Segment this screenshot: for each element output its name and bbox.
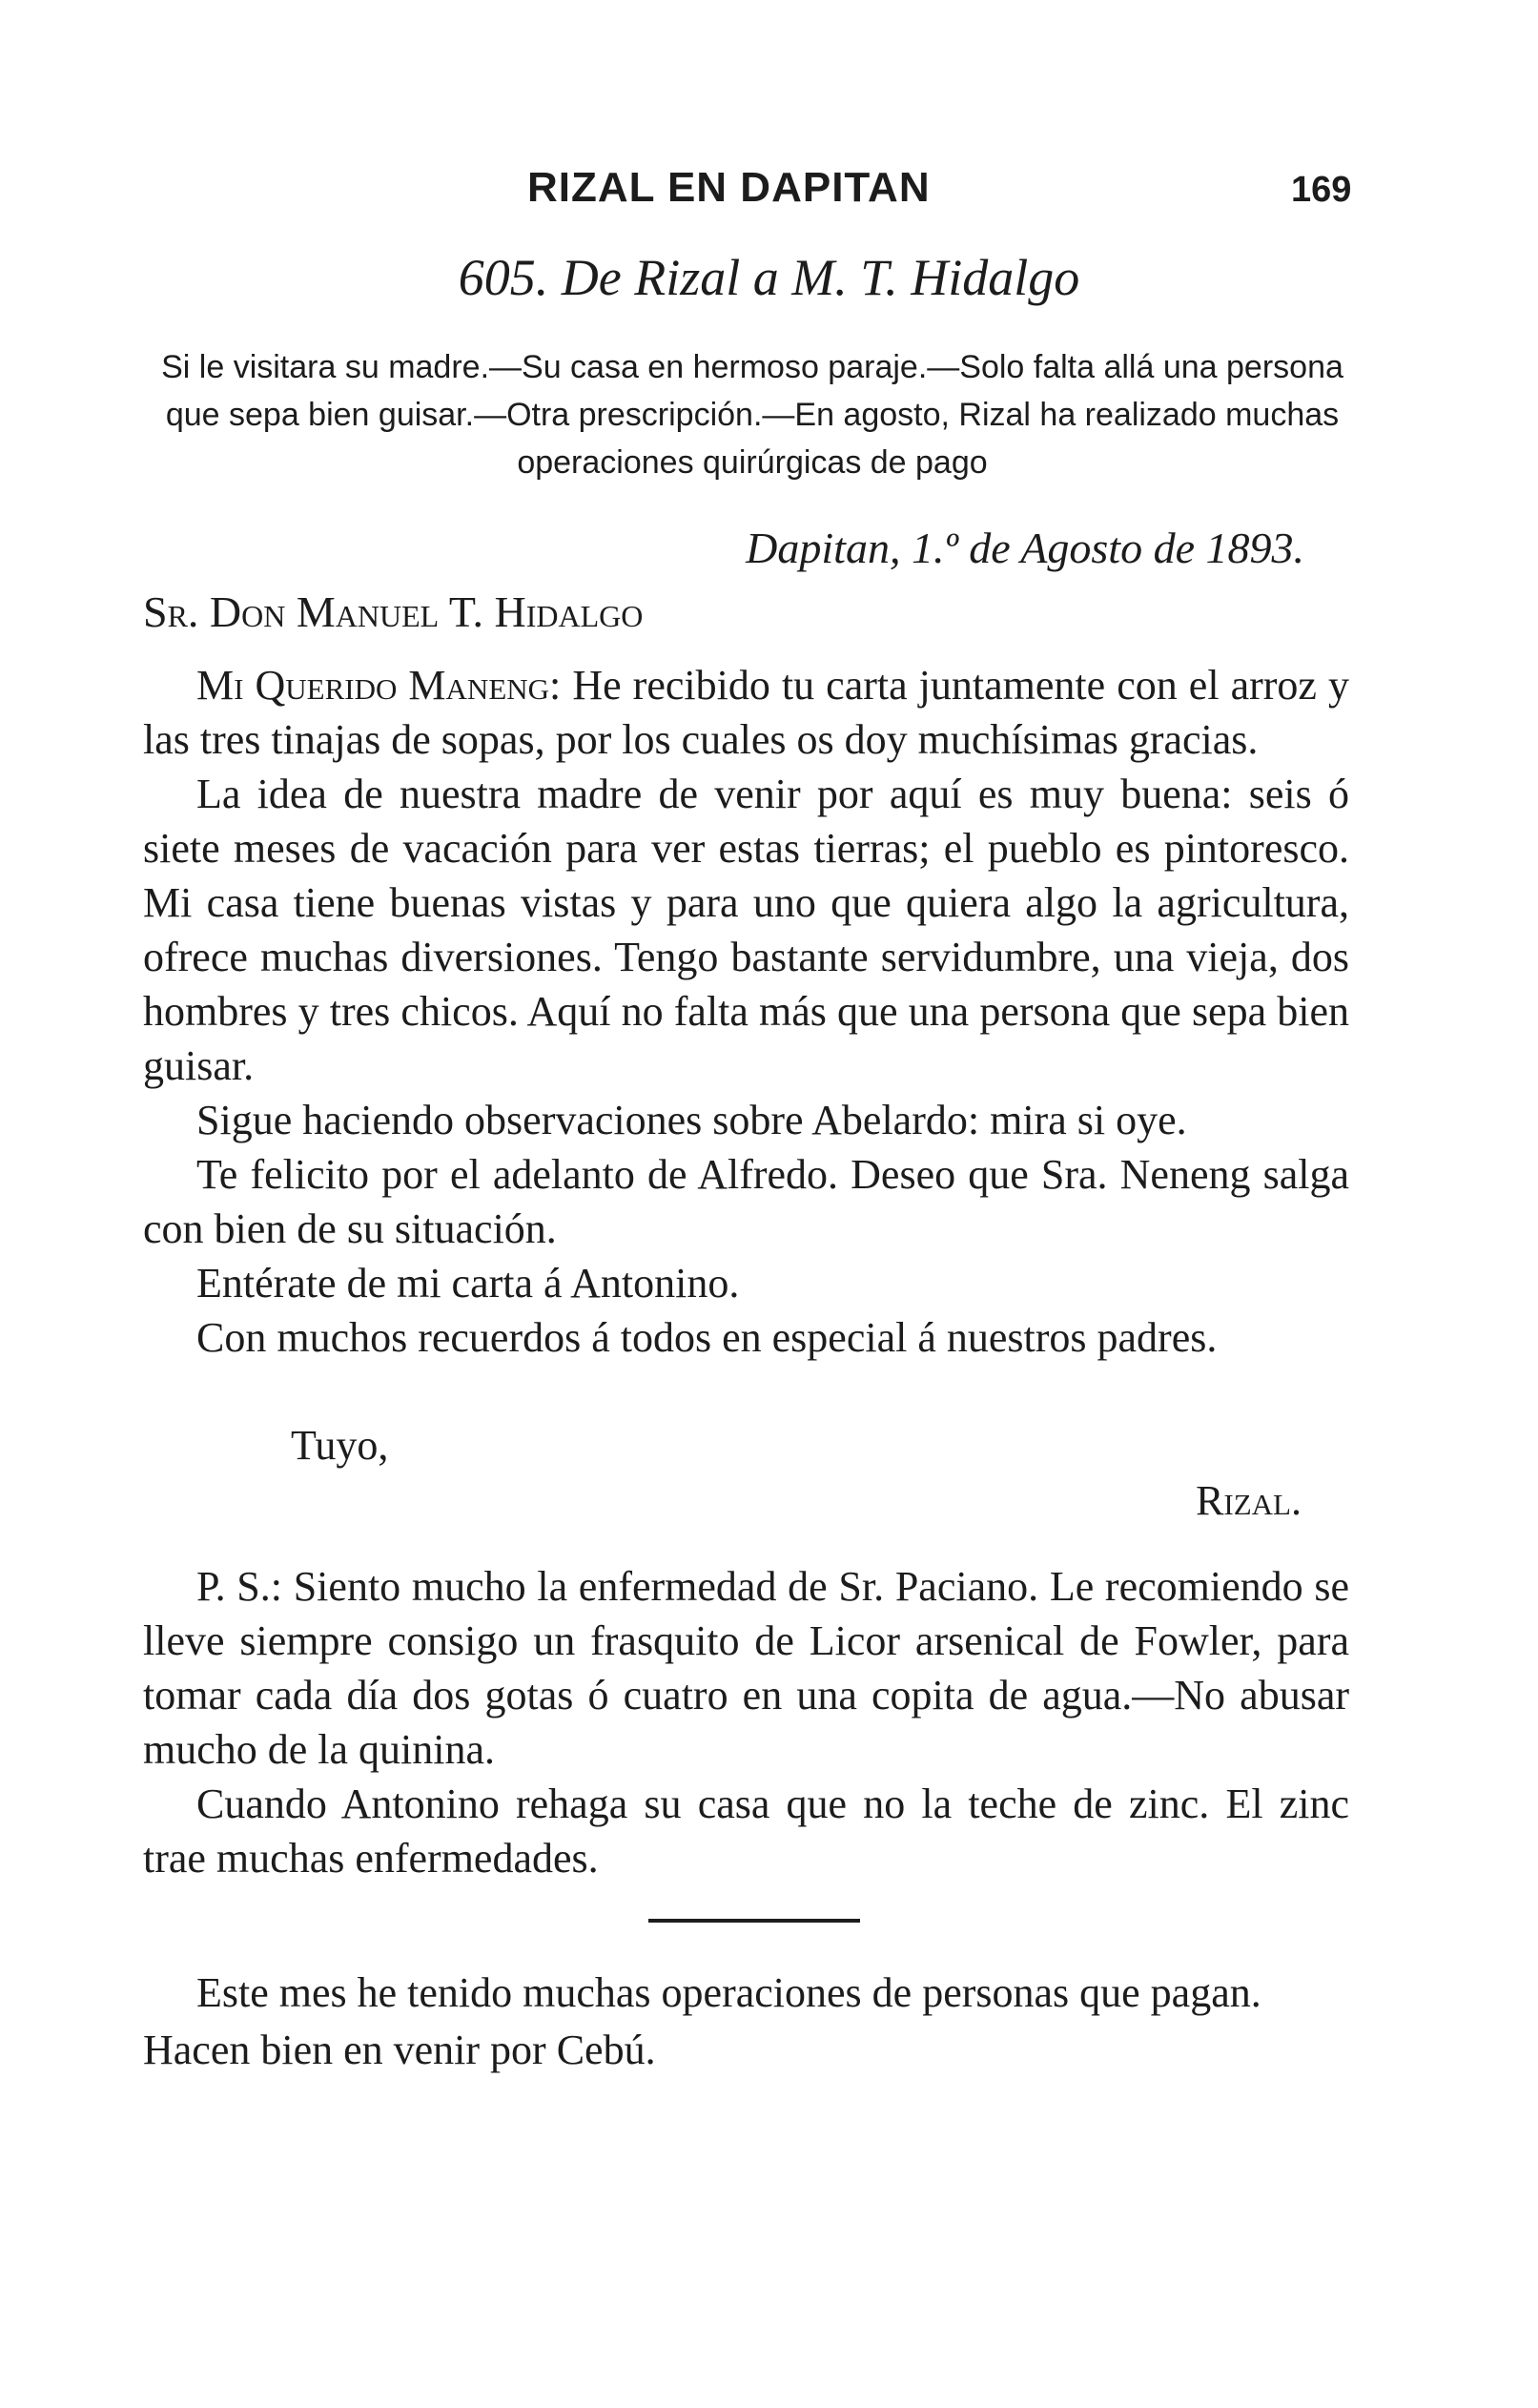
page-header: [0, 164, 1538, 221]
paragraph: Con muchos recuerdos á todos en especial á nuestros padres.: [196, 1314, 1218, 1361]
page-number: 169: [1291, 170, 1352, 210]
closing: Tuyo,: [291, 1422, 389, 1469]
salutation: Mi Querido Maneng:: [196, 662, 562, 709]
paragraph: [143, 658, 1349, 767]
addressee: Sr. Don Manuel T. Hidalgo: [143, 587, 644, 636]
summary-text: Si le visitara su madre.—Su casa en hermoso paraje.—Solo falta allá una persona que sepa bien guisar.—Otra prescripción.—En agosto, Rizal ha realizado muchas operaciones quirúrgicas de pago: [161, 349, 1343, 481]
paragraph: Sigue haciendo observaciones sobre Abelardo: mira si oye.: [196, 1097, 1187, 1143]
paragraph-text: He recibido tu carta juntamente con el arroz y las tres tinajas de sopas, por los cuales os doy muchísimas gracias.: [143, 662, 1350, 763]
letter-summary: [141, 343, 1364, 486]
ps-section: [143, 1559, 1349, 1885]
postscript-text: Este mes he tenido muchas operaciones de personas que pagan. Hacen bien en venir por Cebú.: [143, 1969, 1261, 2073]
divider: [648, 1919, 860, 1923]
signature: Rizal.: [1196, 1477, 1302, 1524]
letter-title: 605. De Rizal a M. T. Hidalgo: [458, 249, 1080, 306]
paragraph: Te felicito por el adelanto de Alfredo. Deseo que Sra. Neneng salga con bien de su situación.: [143, 1151, 1349, 1252]
letter-body: [143, 658, 1349, 1365]
running-title: RIZAL EN DAPITAN: [527, 164, 931, 211]
paragraph: La idea de nuestra madre de venir por aquí es muy buena: seis ó siete meses de vacación para ver estas tierras; el pueblo es pintoresco. Mi casa tiene buenas vistas y para uno que quiera algo la agricultura, ofrece muchas diversiones. Tengo bastante servidumbre, una vieja, dos hombres y tres chicos. Aquí no falta más que una persona que sepa bien guisar.: [143, 771, 1349, 1089]
dateline: Dapitan, 1.º de Agosto de 1893.: [746, 524, 1304, 572]
ps-paragraph: Cuando Antonino rehaga su casa que no la teche de zinc. El zinc trae muchas enfermedades.: [143, 1780, 1349, 1882]
ps-paragraph: P. S.: Siento mucho la enfermedad de Sr. Paciano. Le recomiendo se lleve siempre consigo un frasquito de Licor arsenical de Fowler, para tomar cada día dos gotas ó cuatro en una copita de agua.—No abusar mucho de la quinina.: [143, 1563, 1349, 1773]
postscript: [143, 1965, 1349, 2079]
paragraph: Entérate de mi carta á Antonino.: [196, 1260, 740, 1307]
